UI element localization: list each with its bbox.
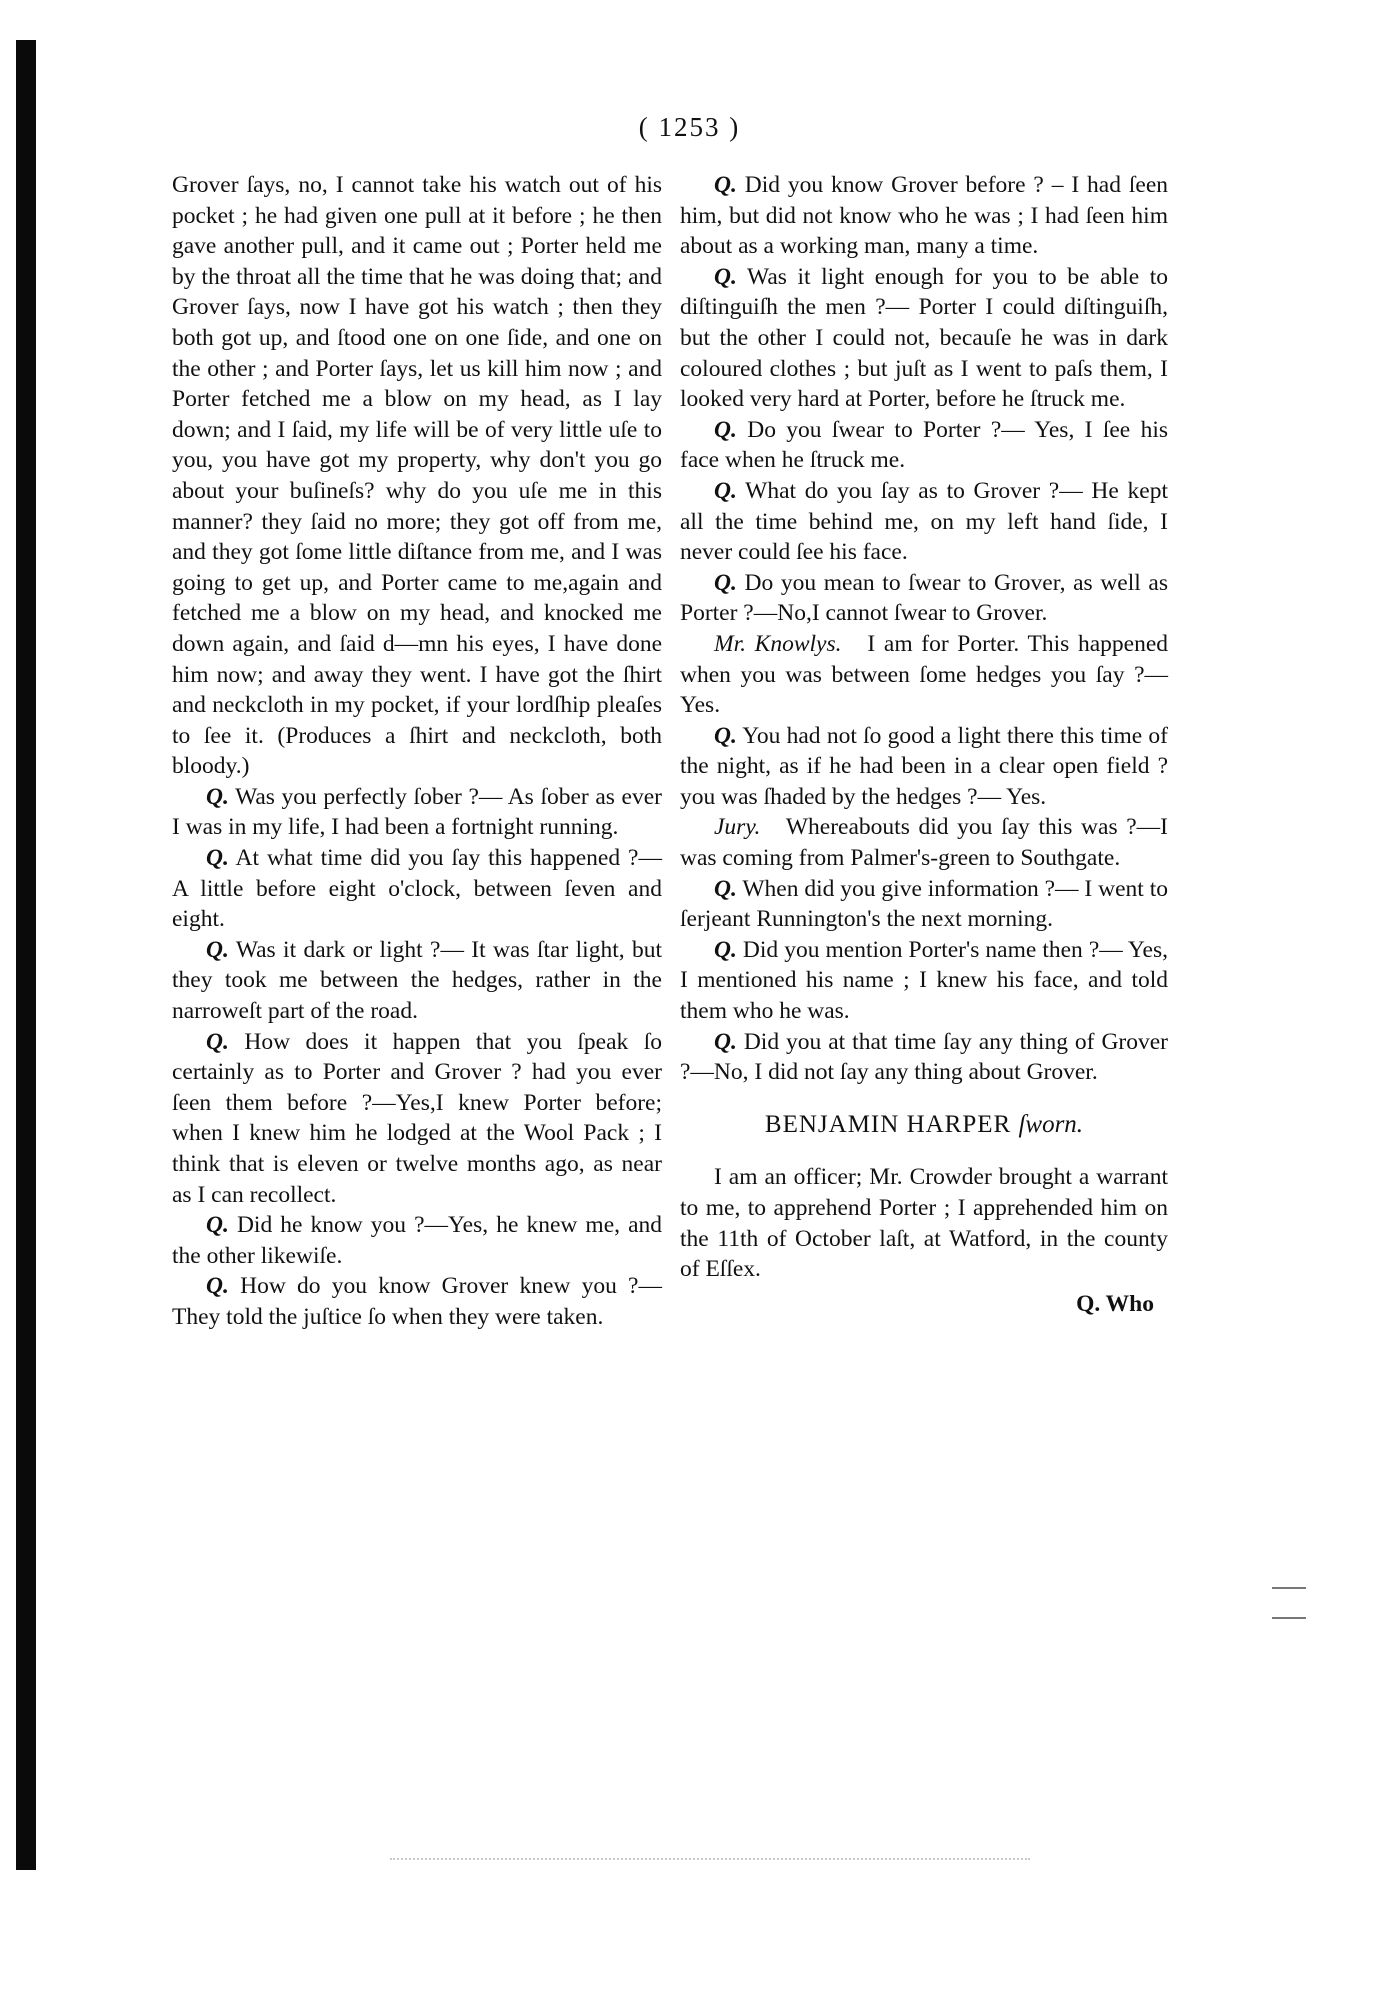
paragraph-text: Was it light enough for you to be able to diſtinguiſh the men ?— Porter I could diſtinguiſh, but the other I could not, becauſe he was in dark coloured clothes ; but juſt as I went to paſs them, I looked very hard at Porter, before he ſtruck me. <box>680 263 1169 413</box>
paragraph-text: I am for Porter. This happened when you was between ſome hedges you ſay ?—Yes. <box>680 630 1169 719</box>
question-marker: Q. <box>714 1028 737 1055</box>
paragraph-text: What do you ſay as to Grover ?— He kept all the time behind me, on my left hand ſide, I never could ſee his face. <box>680 477 1168 566</box>
paragraph-text: Did you at that time ſay any thing of Grover ?—No, I did not ſay any thing about Grover. <box>680 1028 1169 1086</box>
testimony-paragraph <box>680 1027 1168 1088</box>
testimony-paragraph <box>680 874 1168 935</box>
question-marker: Q. <box>206 936 229 963</box>
testimony-paragraph <box>680 812 1168 873</box>
testimony-paragraph <box>172 1210 662 1271</box>
testimony-paragraph <box>172 170 662 782</box>
paragraph-text: Whereabouts did you ſay this was ?—I was coming from Palmer's-green to Southgate. <box>680 814 1168 872</box>
speaker-label: Jury. <box>714 814 761 841</box>
paragraph-text: Do you ſwear to Porter ?— Yes, I ſee his face when he ſtruck me. <box>680 416 1169 474</box>
witness-testimony: I am an officer; Mr. Crowder brought a warrant to me, to apprehend Porter ; I apprehended him on the 11th of October laſt, at Watford, in the county of Eſſex. <box>680 1164 1168 1283</box>
testimony-paragraph <box>172 935 662 1027</box>
right-column <box>680 170 1168 1319</box>
testimony-paragraph <box>680 568 1168 629</box>
question-marker: Q. <box>714 936 737 963</box>
paragraph-text: Grover ſays, no, I cannot take his watch out of his pocket ; he had given one pull at it before ; he then gave another pull, and it came out ; Porter held me by the throat all the time that he was doing that; and Grover ſays, now I have got his watch ; then they both got up, and ſtood one on one ſide, and one on the other ; and Porter ſays, let us kill him now ; and Porter fetched me a blow on my head, as I lay down; and I ſaid, my life will be of very little uſe to you, you have got my property, why don't you go about your buſineſs? why do you uſe me in this manner? they ſaid no more; they got off from me, and they got ſome little diſtance from me, and I was going to get up, and Porter came to me,again and fetched me a blow on my head, and knocked me down again, and ſaid d—mn his eyes, I have done him now; and away they went. I have got the ſhirt and neckcloth in my pocket, if your lordſhip pleaſes to ſee it. (Produces a ſhirt and neckcloth, both bloody.) <box>172 172 662 780</box>
paragraph-text: How does it happen that you ſpeak ſo certainly as to Porter and Grover ? had you ever ſeen them before ?—Yes,I knew Porter before; when I knew him he lodged at the Wool Pack ; I think that is eleven or twelve months ago, as near as I can recollect. <box>172 1028 662 1208</box>
paragraph-text: Was it dark or light ?— It was ſtar light, but they took me between the hedges, rather in the narroweſt part of the road. <box>172 936 662 1025</box>
page-number: ( 1253 ) <box>638 112 741 142</box>
speaker-label: Mr. Knowlys. <box>714 630 842 657</box>
paragraph-text: When did you give information ?— I went to ſerjeant Runnington's the next morning. <box>680 875 1169 933</box>
testimony-paragraph <box>172 1027 662 1211</box>
margin-rule <box>1272 1617 1306 1619</box>
question-marker: Q. <box>206 845 229 872</box>
testimony-paragraph <box>680 262 1168 415</box>
witness-status: ſworn. <box>1018 1110 1084 1138</box>
paragraph-text: Do you mean to ſwear to Grover, as well as Porter ?—No,I cannot ſwear to Grover. <box>680 569 1169 627</box>
question-marker: Q. <box>206 1273 229 1300</box>
bleed-through-dots <box>390 1858 1030 1860</box>
paragraph-text: Was you perfectly ſober ?— As ſober as ever I was in my life, I had been a fortnight running. <box>172 783 662 841</box>
testimony-paragraph <box>680 721 1168 813</box>
testimony-paragraph <box>680 629 1168 721</box>
question-marker: Q. <box>714 569 737 596</box>
testimony-paragraph <box>680 476 1168 568</box>
testimony-paragraph <box>680 935 1168 1027</box>
paragraph-text: You had not ſo good a light there this time of the night, as if he had been in a clear open field ? you was ſhaded by the hedges ?— Yes. <box>680 722 1168 810</box>
question-marker: Q. <box>714 172 737 198</box>
question-marker: Q. <box>714 477 737 504</box>
question-marker: Q. <box>714 875 737 902</box>
question-marker: Q. <box>206 1028 229 1055</box>
margin-rule <box>1272 1587 1306 1589</box>
witness-name: BENJAMIN HARPER <box>764 1110 1012 1138</box>
witness-heading <box>680 1110 1168 1141</box>
catchword: Q. Who <box>1076 1290 1154 1317</box>
paragraph-text: How do you know Grover knew you ?— They told the juſtice ſo when they were taken. <box>172 1273 662 1330</box>
question-marker: Q. <box>206 783 229 810</box>
question-marker: Q. <box>714 416 737 443</box>
page-edge-shadow <box>16 40 36 1870</box>
testimony-paragraph <box>680 415 1168 476</box>
testimony-paragraph <box>172 1271 662 1332</box>
paragraph-text: Did he know you ?—Yes, he knew me, and the other likewiſe. <box>172 1212 663 1269</box>
testimony-paragraph <box>172 782 662 843</box>
paragraph-text: Did you know Grover before ? – I had ſeen him, but did not know who he was ; I had ſeen him about as a working man, many a time. <box>680 172 1169 260</box>
question-marker: Q. <box>714 722 737 749</box>
question-marker: Q. <box>206 1212 229 1239</box>
question-marker: Q. <box>714 263 737 290</box>
testimony-paragraph <box>680 170 1168 262</box>
paragraph-text: Did you mention Porter's name then ?— Yes, I mentioned his name ; I knew his face, and told them who he was. <box>680 936 1168 1025</box>
testimony-paragraph <box>172 843 662 935</box>
left-column <box>172 170 662 1333</box>
paragraph-text: At what time did you ſay this happened ?— A little before eight o'clock, between ſeven and eight. <box>172 845 662 933</box>
